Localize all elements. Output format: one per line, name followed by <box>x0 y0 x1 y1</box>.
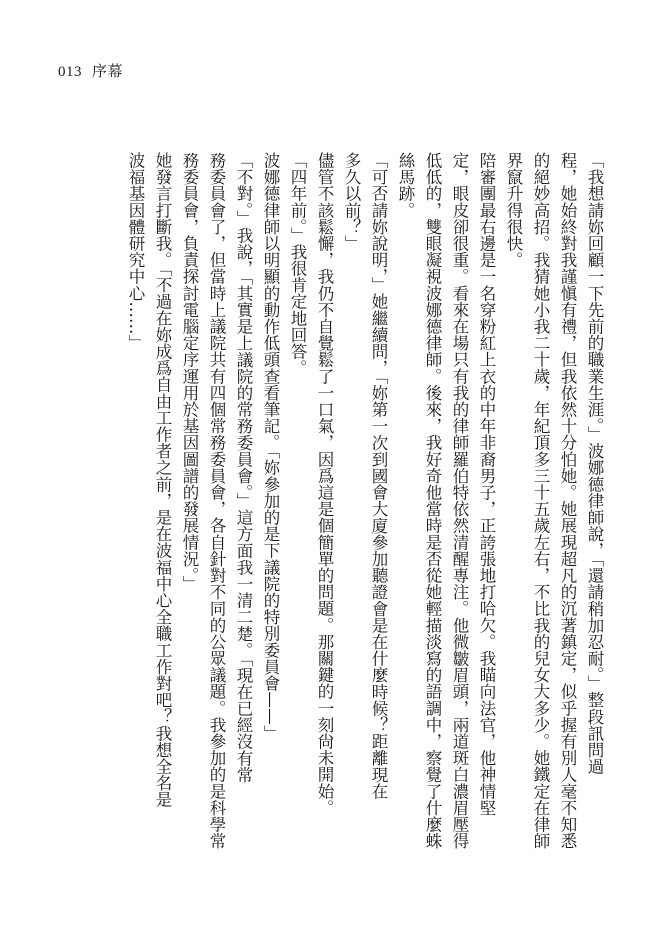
section-title: 序幕 <box>92 62 124 80</box>
text-column: 她發言打斷我。「不過在妳成爲自由工作者之前，是在波福中心全職工作對吧？我想全名是 <box>153 152 172 808</box>
text-column: 定，眼皮卻很重。看來在場只有我的律師羅伯特依然清醒專注。他微皺眉頭，兩道斑白濃眉壓得 <box>450 152 469 850</box>
text-column: 波福基因體研究中心……」 <box>126 152 145 352</box>
text-column: 界竄升得很快。 <box>504 152 523 269</box>
text-column: 務委員會，負責探討電腦定序運用於基因圖譜的發展情況。」 <box>180 152 199 592</box>
text-column: 「不對。」我說，「其實是上議院的常務委員會。」這方面我一清二楚。「現在已經沒有常 <box>234 152 253 783</box>
text-column: 程，她始終對我謹愼有禮，但我依然十分怕她。她展現超凡的沉著鎮定，似乎握有別人毫不知悉 <box>558 152 577 850</box>
text-column: 波娜德律師以明顯的動作低頭查看筆記。「妳參加的是下議院的特別委員會——」 <box>261 152 280 742</box>
text-column: 務委員會了，但當時上議院共有四個常務委員會，各自針對不同的公眾議題。我參加的是科學常 <box>207 152 226 850</box>
page-number: 013 <box>58 64 82 80</box>
text-column: 多久以前？」 <box>342 152 361 252</box>
running-header <box>58 60 123 81</box>
text-column: 絲馬跡。 <box>396 152 415 219</box>
text-column: 儘管不該鬆懈，我仍不自覺鬆了一口氣，因爲這是個簡單的問題。那關鍵的一刻尙未開始。 <box>315 152 334 816</box>
text-column: 「我想請妳回顧一下先前的職業生涯。」波娜德律師說，「還請稍加忍耐。」整段訊問過 <box>585 152 604 775</box>
text-column: 「四年前。」我很肯定地回答。 <box>288 152 307 377</box>
text-column: 的絕妙高招。我猜她小我二十歲，年紀頂多三十五歲左右，不比我的兒女大多少。她鐵定在律師 <box>531 152 550 850</box>
text-column: 低低的，雙眼凝視波娜德律師。後來，我好奇他當時是否從她輕描淡寫的語調中，察覺了什麼蛛 <box>423 152 442 850</box>
text-column: 「可否請妳說明，」她繼續問，「妳第一次到國會大廈參加聽證會是在什麼時候？距離現在 <box>369 152 388 800</box>
text-column: 陪審團最右邊是一名穿粉紅上衣的中年非裔男子，正誇張地打哈欠。我瞄向法官，他神情堅 <box>477 152 496 816</box>
vertical-text-body <box>62 152 608 902</box>
